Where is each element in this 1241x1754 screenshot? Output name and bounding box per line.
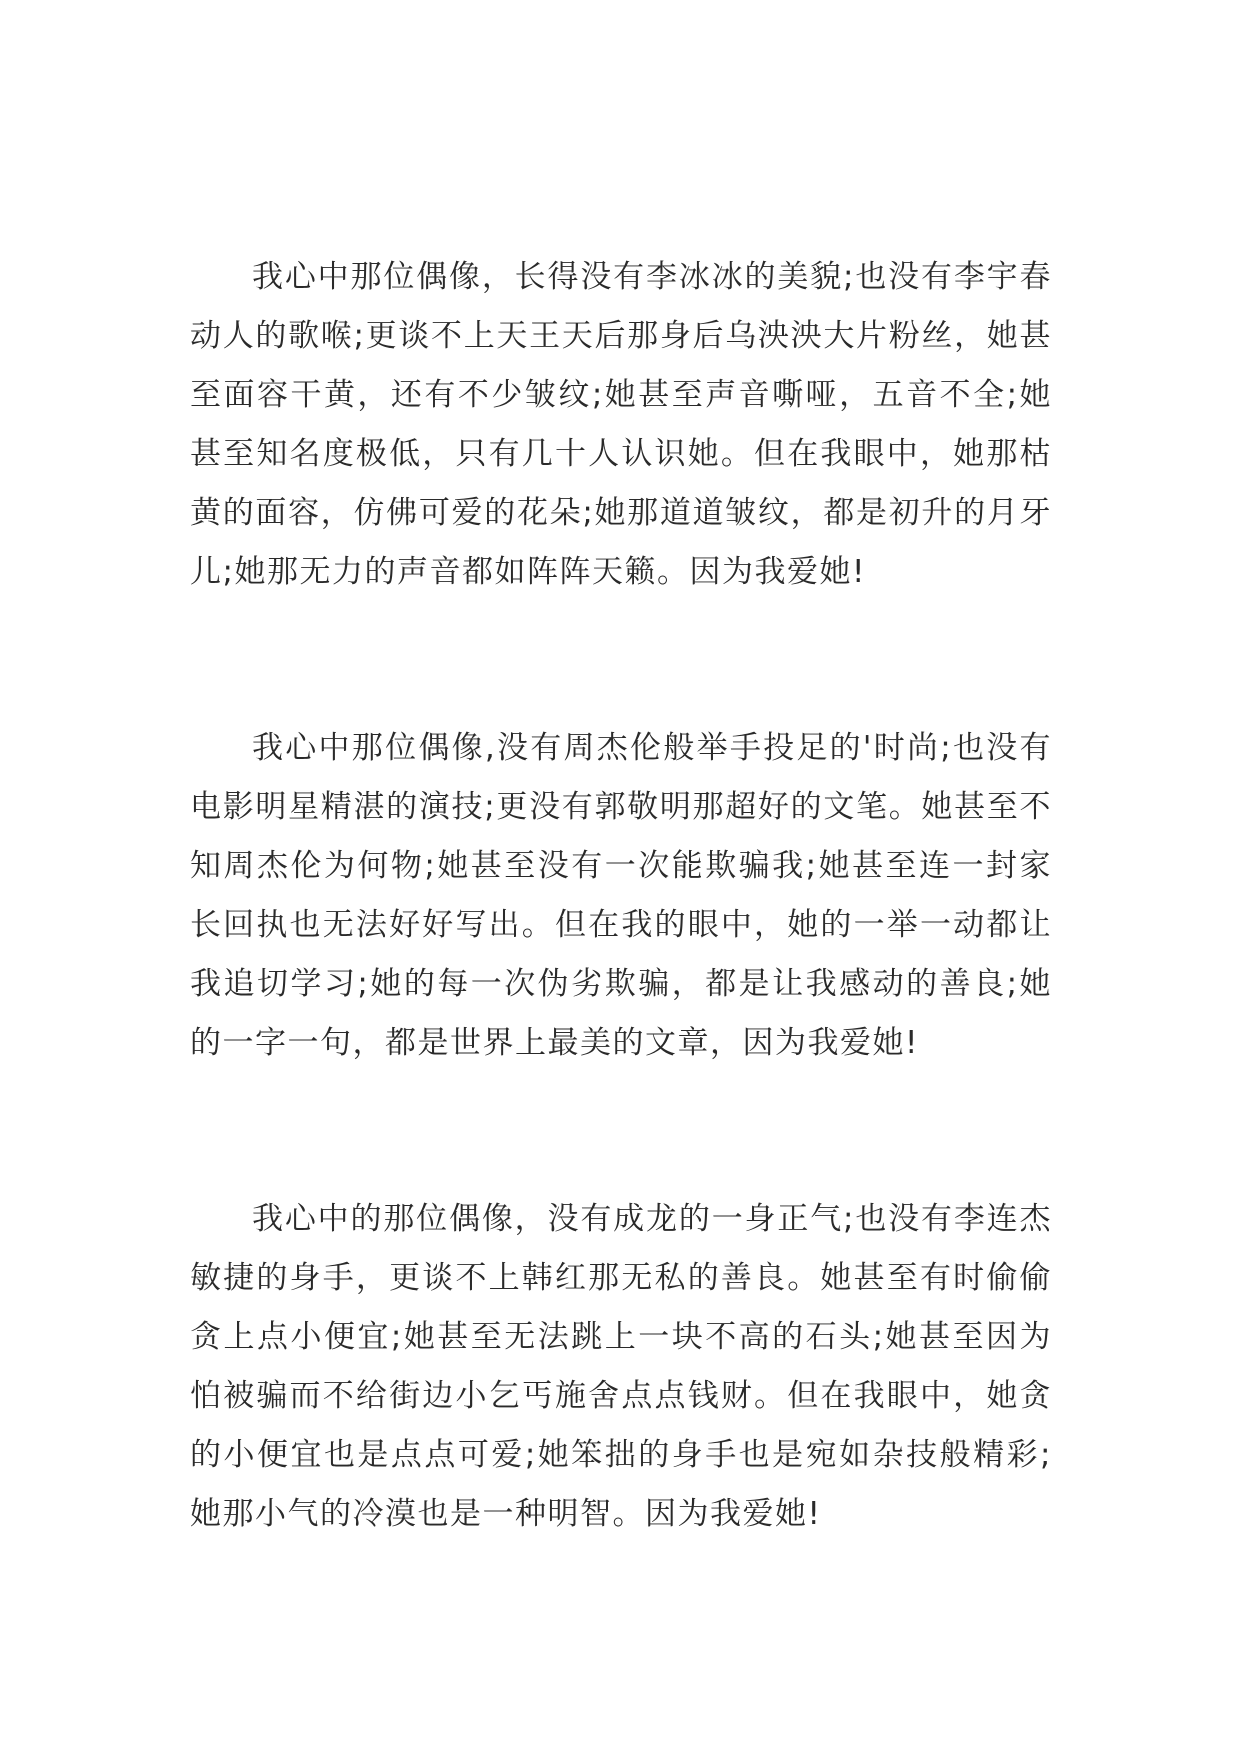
document-body [190,248,1052,1544]
paragraph-1: 我心中那位偶像，长得没有李冰冰的美貌;也没有李宇春动人的歌喉;更谈不上天王天后那身后乌泱泱大片粉丝，她甚至面容干黄，还有不少皱纹;她甚至声音嘶哑，五音不全;她甚至知名度极低，只有几十人认识她。但在我眼中，她那枯黄的面容，仿佛可爱的花朵;她那道道皱纹，都是初升的月牙儿;她那无力的声音都如阵阵天籁。因为我爱她! [190,259,1052,590]
paragraph-2: 我心中那位偶像,没有周杰伦般举手投足的'时尚;也没有电影明星精湛的演技;更没有郭敬明那超好的文笔。她甚至不知周杰伦为何物;她甚至没有一次能欺骗我;她甚至连一封家长回执也无法好好写出。但在我的眼中，她的一举一动都让我追切学习;她的每一次伪劣欺骗，都是让我感动的善良;她的一字一句，都是世界上最美的文章，因为我爱她! [190,730,1052,1061]
paragraph-3: 我心中的那位偶像，没有成龙的一身正气;也没有李连杰敏捷的身手，更谈不上韩红那无私的善良。她甚至有时偷偷贪上点小便宜;她甚至无法跳上一块不高的石头;她甚至因为怕被骗而不给街边小乞丐施舍点点钱财。但在我眼中，她贪的小便宜也是点点可爱;她笨拙的身手也是宛如杂技般精彩;她那小气的冷漠也是一种明智。因为我爱她! [190,1201,1052,1532]
